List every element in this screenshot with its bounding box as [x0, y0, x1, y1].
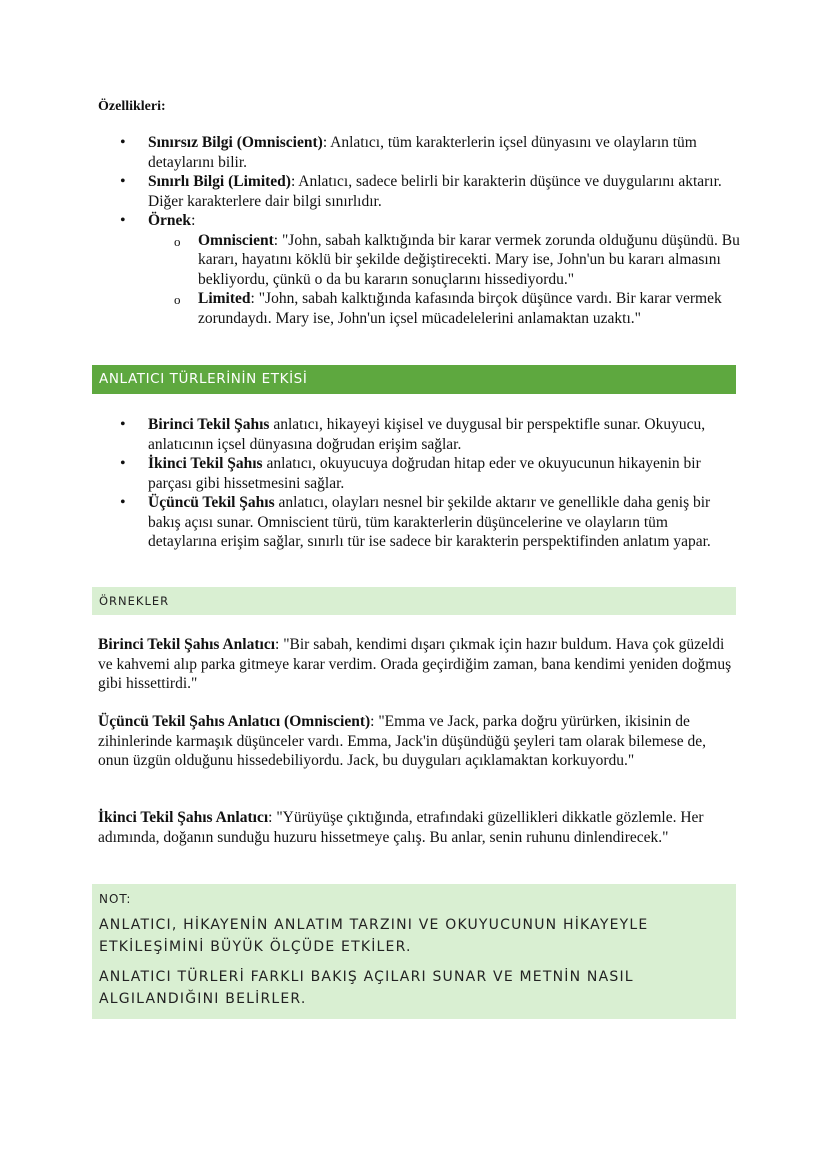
feature-term: Sınırsız Bilgi (Omniscient) — [148, 134, 323, 151]
effect-text: anlatıcı, hikayeyi kişisel ve duygusal bir perspektifle sunar. Okuyucu, anlatıcının içsel dünyasına doğrudan erişim sağlar. — [148, 416, 706, 453]
effect-text: anlatıcı, olayları nesnel bir şekilde aktarır ve genellikle daha geniş bir bakış açısı sunar. Omniscient türü, tüm karakterlerin düşüncelerine ve olayların tüm detaylarına erişim sağlar, sınırlı tür ise sadece bir karakterin perspektifinden anlatım yapar. — [148, 494, 711, 550]
feature-text: : — [191, 212, 196, 229]
feature-term: Örnek — [148, 212, 192, 229]
effect-text: anlatıcı, okuyucuya doğrudan hitap eder ve okuyucunun hikayenin bir parçası gibi hissetmesini sağlar. — [148, 455, 701, 492]
example-text: : "Yürüyüşe çıktığında, etrafındaki güzellikleri dikkatle gözlemle. Her adımında, doğanın sunduğu huzuru hissetmeye çalış. Bu anlar, senin ruhunu dinlendirecek." — [98, 809, 704, 846]
list-item — [100, 454, 740, 493]
effects-list — [100, 415, 740, 552]
effect-term: Birinci Tekil Şahıs — [148, 416, 270, 433]
example-paragraph — [98, 712, 738, 771]
features-list — [100, 133, 740, 328]
sub-list-item — [148, 289, 740, 328]
example-text: : "Bir sabah, kendimi dışarı çıkmak için hazır buldum. Hava çok güzeldi ve kahvemi alıp parka gitmeye karar verdim. Orada geçirdiğim zaman, bana kendimi yeniden doğmuş gibi hissettirdi." — [98, 636, 732, 692]
section-header-examples: ÖRNEKLER — [92, 587, 736, 615]
effect-term: İkinci Tekil Şahıs — [148, 455, 263, 472]
example-paragraph — [98, 635, 738, 694]
example-sublist — [148, 231, 740, 329]
example-paragraph — [98, 808, 738, 847]
sub-term: Omniscient — [198, 231, 274, 249]
example-term: Birinci Tekil Şahıs Anlatıcı — [98, 636, 276, 653]
example-term: İkinci Tekil Şahıs Anlatıcı — [98, 809, 269, 826]
list-item — [100, 172, 740, 211]
note-line: ANLATICI TÜRLERİ FARKLI BAKIŞ AÇILARI SUNAR VE METNİN NASIL ALGILANDIĞINI BELİRLER. — [99, 969, 634, 1007]
list-item — [100, 415, 740, 454]
list-item — [100, 211, 740, 328]
feature-text: : Anlatıcı, sadece belirli bir karakterin düşünce ve duygularını aktarır. Diğer karakterlere dair bilgi sınırlıdır. — [148, 173, 722, 210]
list-item — [100, 133, 740, 172]
feature-term: Sınırlı Bilgi (Limited) — [148, 173, 291, 190]
sub-text: : "John, sabah kalktığında bir karar vermek zorunda olduğunu düşündü. Bu kararı, hayatını köklü bir şekilde değiştirecekti. Mary ise, John'un bu kararı almasını bekliyordu, çünkü o da bu kararın sonuçlarını hissediyordu." — [198, 231, 740, 288]
feature-text: : Anlatıcı, tüm karakterlerin içsel dünyasını ve olayların tüm detaylarını bilir. — [148, 134, 697, 171]
features-heading: Özellikleri: — [98, 99, 166, 114]
section-header-effects: ANLATICI TÜRLERİNİN ETKİSİ — [92, 365, 736, 394]
sub-list-item — [148, 231, 740, 290]
list-item — [100, 493, 740, 552]
sub-text: : "John, sabah kalktığında kafasında birçok düşünce vardı. Bir karar vermek zorundaydı. Mary ise, John'un içsel mücadelelerini anlamaktan uzaktı." — [198, 290, 722, 327]
example-term: Üçüncü Tekil Şahıs Anlatıcı (Omniscient) — [98, 713, 371, 730]
note-box — [92, 884, 736, 1019]
sub-term: Limited — [198, 290, 251, 307]
note-label: NOT: — [99, 892, 132, 906]
note-line: ANLATICI, HİKAYENİN ANLATIM TARZINI VE OKUYUCUNUN HİKAYEYLE ETKİLEŞİMİNİ BÜYÜK ÖLÇÜDE ETKİLER. — [99, 917, 649, 955]
example-text: : "Emma ve Jack, parka doğru yürürken, ikisinin de zihinlerinde karmaşık düşünceler vardı. Emma, Jack'in düşündüğü şeyleri tam olarak bilemese de, onun üzgün olduğunu hissedebiliyordu. Jack, bu duyguları açıklamaktan korkuyordu." — [98, 713, 706, 769]
effect-term: Üçüncü Tekil Şahıs — [148, 494, 275, 511]
